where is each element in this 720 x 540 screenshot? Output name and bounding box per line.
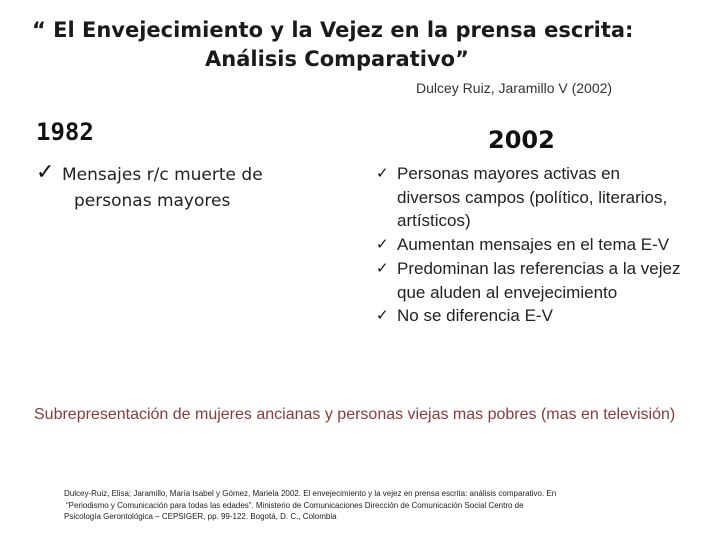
- summary-note: Subrepresentación de mujeres ancianas y personas viejas mas pobres (mas en televisión): [34, 406, 676, 423]
- reference-line-1: Dulcey-Ruiz, Elisa; Jaramillo, María Isabel y Gómez, Mariela 2002. El envejecimiento y la vejez en prensa escrita: análisis comparativo. En: [64, 489, 557, 498]
- bibliographic-reference: [64, 488, 664, 523]
- list-item-text: Personas mayores activas en diversos campos (político, literarios, artísticos): [397, 164, 668, 231]
- list-item-text: No se diferencia E-V: [397, 306, 553, 326]
- reference-line-3: Psicología Gerontológica – CEPSIGER, pp. 99-122. Bogotá, D. C., Colombia: [64, 512, 337, 521]
- year-2002-heading: 2002: [488, 126, 555, 154]
- checkmark-icon: ✓: [376, 259, 389, 277]
- list-1982: [36, 162, 326, 214]
- checkmark-icon: ✓: [376, 236, 389, 254]
- title-line-2: Análisis Comparativo”: [205, 47, 469, 71]
- checkmark-icon: ✓: [376, 165, 389, 182]
- list-item: [376, 304, 686, 328]
- list-item: [376, 233, 686, 257]
- author-citation: Dulcey Ruiz, Jaramillo V (2002): [416, 80, 613, 96]
- reference-line-2: “Periodismo y Comunicación para todas las edades”. Ministerio de Comunicaciones Dirección de Comunicación Social Centro de: [66, 500, 524, 510]
- year-1982-heading: 1982: [36, 118, 94, 146]
- title-line-1: “ El Envejecimiento y la Vejez en la prensa escrita:: [32, 18, 634, 42]
- list-item: [376, 162, 686, 233]
- list-2002: [376, 162, 686, 328]
- list-item: [376, 257, 686, 304]
- checkmark-icon: ✓: [376, 307, 389, 325]
- list-item-text: Aumentan mensajes en el tema E-V: [397, 235, 670, 255]
- list-item-text: Predominan las referencias a la vejez que aluden al envejecimiento: [397, 258, 681, 302]
- checkmark-icon: ✓: [36, 160, 55, 185]
- slide-title: [20, 16, 680, 74]
- list-item: [36, 162, 326, 214]
- list-item-text: Mensajes r/c muerte de personas mayores: [62, 165, 263, 211]
